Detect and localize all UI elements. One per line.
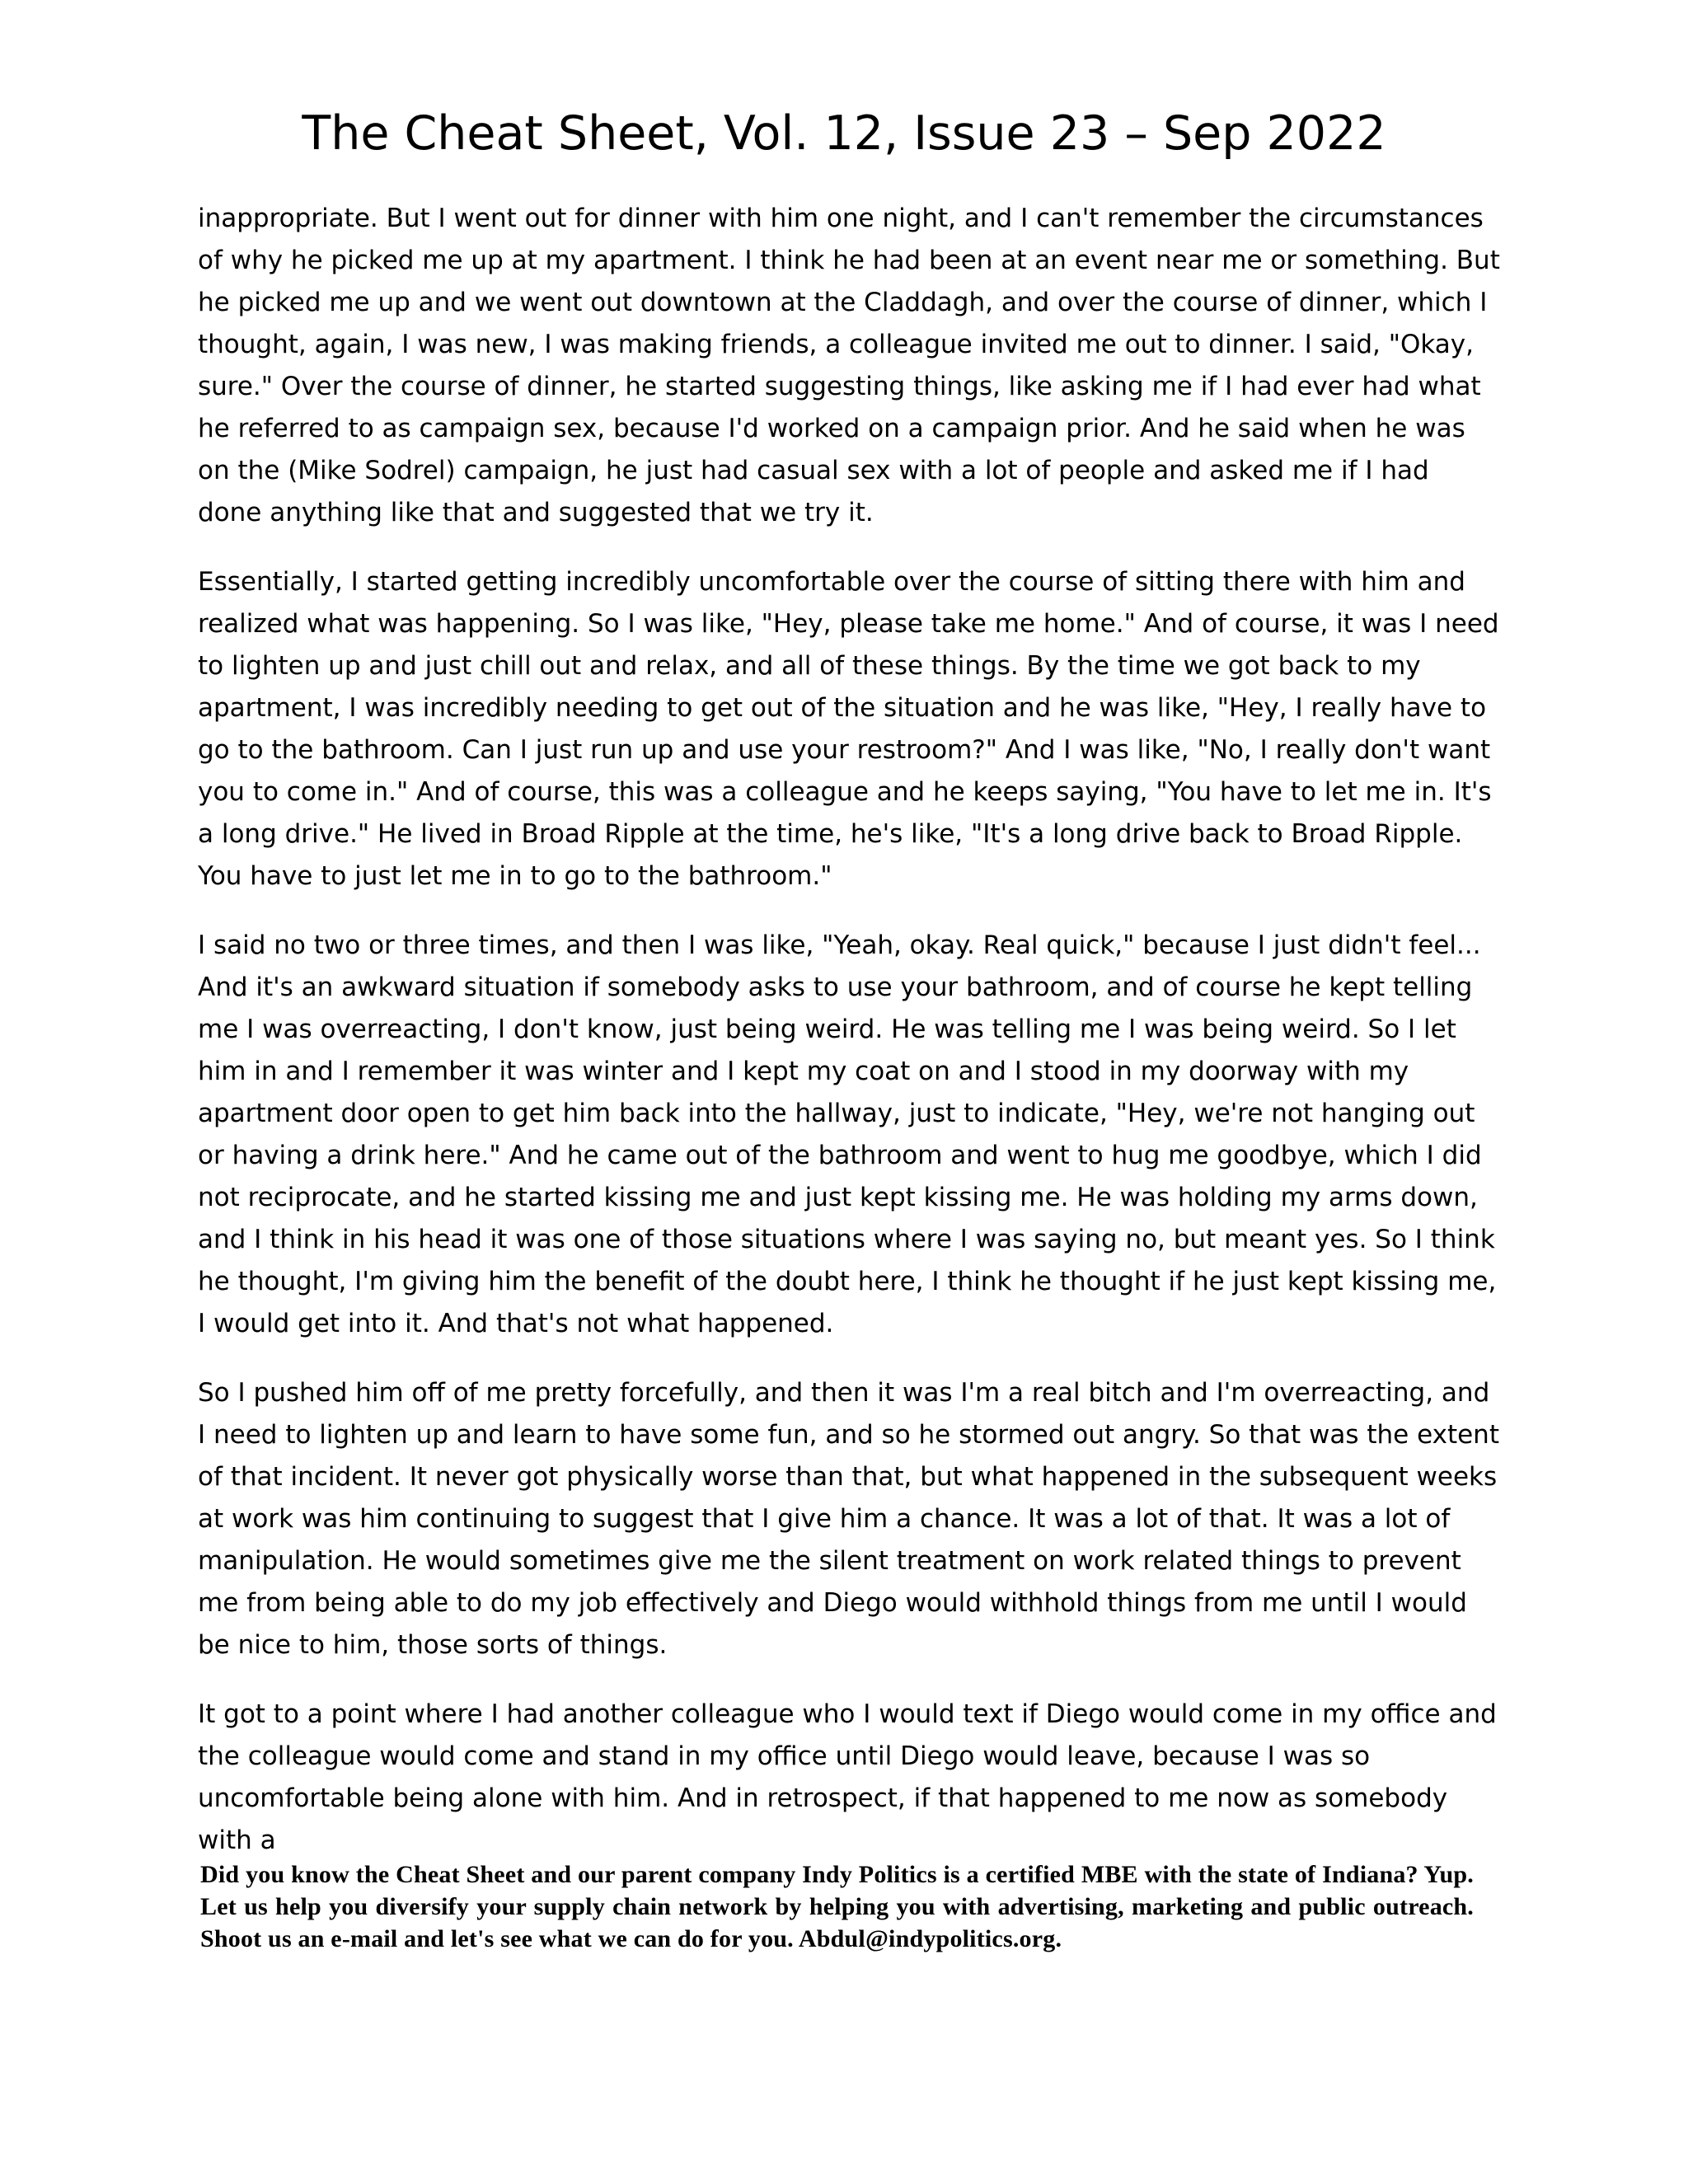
article-paragraph-1: inappropriate. But I went out for dinner with him one night, and I can't remember the circumstances of why he picked me up at my apartment. I think he had been at an event near me or something. But he picked me up and we went out downtown at the Claddagh, and over the course of dinner, which I thought, again, I was new, I was making friends, a colleague invited me out to dinner. I said, "Okay, sure." Over the course of dinner, he started suggesting things, like asking me if I had ever had what he referred to as campaign sex, because I'd worked on a campaign prior. And he said when he was on the (Mike Sodrel) campaign, he just had casual sex with a lot of people and asked me if I had done anything like that and suggested that we try it. [198, 204, 1500, 527]
article-body [198, 198, 1500, 1889]
page-title: The Cheat Sheet, Vol. 12, Issue 23 – Sep 2022 [302, 106, 1386, 161]
article-paragraph-4: So I pushed him off of me pretty forcefully, and then it was I'm a real bitch and I'm overreacting, and I need to lighten up and learn to have some fun, and so he stormed out angry. So that was the extent of that incident. It never got physically worse than that, but what happened in the subsequent weeks at work was him continuing to suggest that I give him a chance. It was a lot of that. It was a lot of manipulation. He would sometimes give me the silent treatment on work related things to prevent me from being able to do my job effectively and Diego would withhold things from me until I would be nice to him, those sorts of things. [198, 1378, 1499, 1660]
article-paragraph-5: It got to a point where I had another colleague who I would text if Diego would come in my office and the colleague would come and stand in my office until Diego would leave, because I was so uncomfortable being alone with him. And in retrospect, if that happened to me now as somebody with a [198, 1699, 1497, 1855]
article-paragraph-3: I said no two or three times, and then I was like, "Yeah, okay. Real quick," because I just didn't feel... And it's an awkward situation if somebody asks to use your bathroom, and of course he kept telling me I was overreacting, I don't know, just being weird. He was telling me I was being weird. So I let him in and I remember it was winter and I kept my coat on and I stood in my doorway with my apartment door open to get him back into the hallway, just to indicate, "Hey, we're not hanging out or having a drink here." And he came out of the bathroom and went to hug me goodbye, which I did not reciprocate, and he started kissing me and just kept kissing me. He was holding my arms down, and I think in his head it was one of those situations where I was saying no, but meant yes. So I think he thought, I'm giving him the benefit of the doubt here, I think he thought if he just kept kissing me, I would get into it. And that's not what happened. [198, 930, 1497, 1338]
footer-advertisement-note: Did you know the Cheat Sheet and our parent company Indy Politics is a certified MBE with the state of Indiana? Yup. Let us help you diversify your supply chain network by helping you with advertising, marketing and public outreach. Shoot us an e-mail and let's see what we can do for you. Abdul@indypolitics.org. [200, 1861, 1474, 1952]
article-paragraph-2: Essentially, I started getting incredibly uncomfortable over the course of sitting there with him and realized what was happening. So I was like, "Hey, please take me home." And of course, it was I need to lighten up and just chill out and relax, and all of these things. By the time we got back to my apartment, I was incredibly needing to get out of the situation and he was like, "Hey, I really have to go to the bathroom. Can I just run up and use your restroom?" And I was like, "No, I really don't want you to come in." And of course, this was a colleague and he keeps saying, "You have to let me in. It's a long drive." He lived in Broad Ripple at the time, he's like, "It's a long drive back to Broad Ripple. You have to just let me in to go to the bathroom." [198, 567, 1499, 891]
